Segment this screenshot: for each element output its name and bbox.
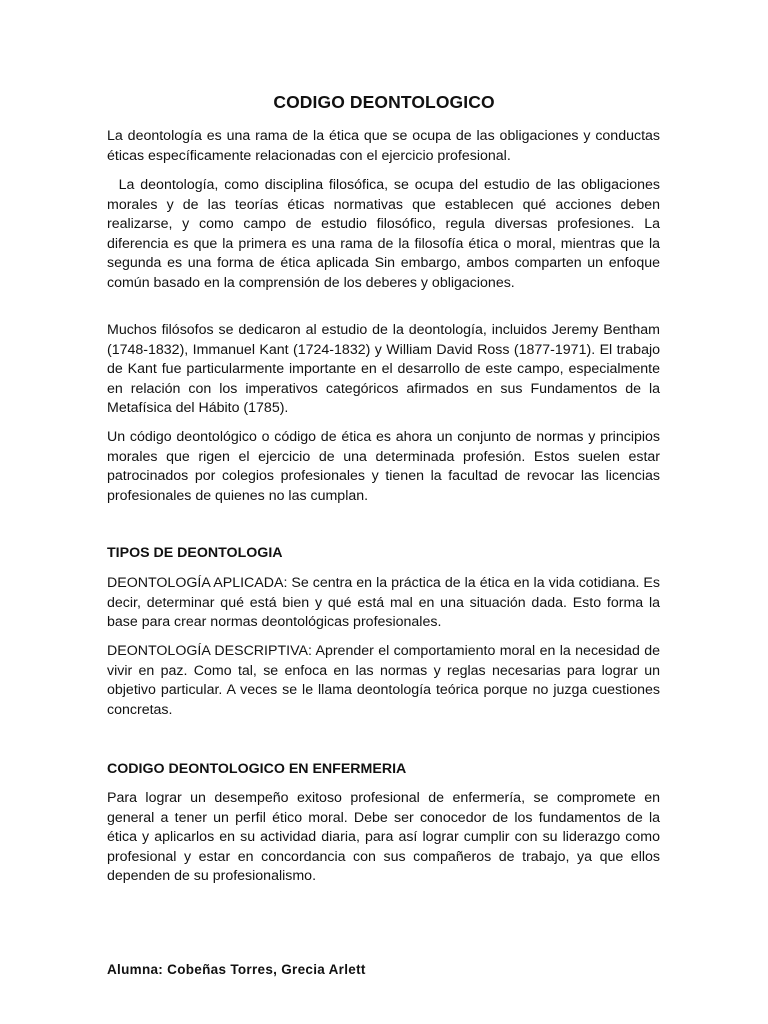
nursing-paragraph: Para lograr un desempeño exitoso profesional de enfermería, se compromete en general a tener un perfil ético moral. Debe ser conocedor de los fundamentos de la ética y aplicarlos en su actividad diaria, para así lograr cumplir con su liderazgo como profesional y estar en concordancia con sus compañeros de trabajo, ya que ellos dependen de su profesionalismo.: [107, 790, 660, 885]
applied-deontology-paragraph: DEONTOLOGÍA APLICADA: Se centra en la práctica de la ética en la vida cotidiana. Es decir, determinar qué está bien y qué está mal en una situación dada. Esto forma la base para crear normas deontológicas profesionales.: [107, 575, 660, 631]
descriptive-deontology-paragraph: DEONTOLOGÍA DESCRIPTIVA: Aprender el comportamiento moral en la necesidad de vivir en paz. Como tal, se enfoca en las normas y reglas necesarias para lograr un objetivo particular. A veces se le llama deontología teórica porque no juzga cuestiones concretas.: [107, 643, 660, 718]
document-title: CODIGO DEONTOLOGICO: [273, 92, 495, 112]
intro-paragraph: La deontología es una rama de la ética que se ocupa de las obligaciones y conductas éticas específicamente relacionadas con el ejercicio profesional.: [107, 128, 660, 164]
philosophers-paragraph: Muchos filósofos se dedicaron al estudio de la deontología, incluidos Jeremy Bentham (1748-1832), Immanuel Kant (1724-1832) y William David Ross (1877-1971). El trabajo de Kant fue particularmente importante en el desarrollo de este campo, especialmente en relación con los imperativos categóricos afirmados en sus Fundamentos de la Metafísica del Hábito (1785).: [107, 322, 660, 417]
student-signature: Alumna: Cobeñas Torres, Grecia Arlett: [107, 962, 366, 977]
nursing-heading: CODIGO DEONTOLOGICO EN ENFERMERIA: [107, 761, 407, 777]
types-heading: TIPOS DE DEONTOLOGIA: [107, 545, 283, 561]
deontology-discipline-paragraph: La deontología, como disciplina filosófica, se ocupa del estudio de las obligaciones morales y de las teorías éticas normativas que establecen qué acciones deben realizarse, y como campo de estudio filosófico, regula diversas profesiones. La diferencia es que la primera es una rama de la filosofía ética o moral, mientras que la segunda es una forma de ética aplicada Sin embargo, ambos comparten un enfoque común basado en la comprensión de los deberes y obligaciones.: [107, 177, 660, 291]
code-definition-paragraph: Un código deontológico o código de ética es ahora un conjunto de normas y principios morales que rigen el ejercicio de una determinada profesión. Estos suelen estar patrocinados por colegios profesionales y tienen la facultad de revocar las licencias profesionales de quienes no las cumplan.: [107, 429, 660, 504]
